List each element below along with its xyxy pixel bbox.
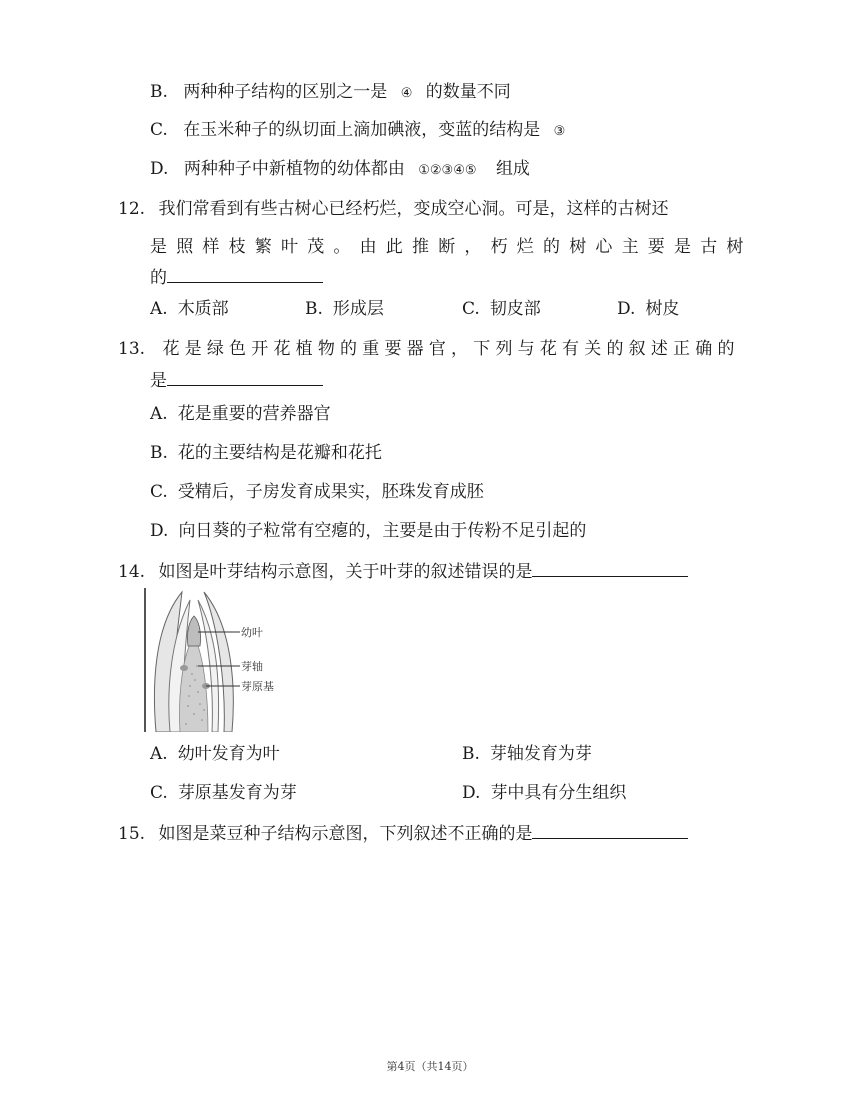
q13-option-b[interactable] bbox=[150, 442, 382, 464]
option-text: 在玉米种子的纵切面上滴加碘液，变蓝的结构是 bbox=[183, 120, 541, 140]
option-text: 花的主要结构是花瓣和花托 bbox=[177, 443, 382, 463]
leaf-bud-diagram bbox=[142, 586, 282, 732]
q15-stem bbox=[118, 822, 688, 845]
option-text: 幼叶发育为叶 bbox=[177, 744, 280, 764]
q14-option-b[interactable] bbox=[462, 743, 592, 765]
question-number: 12. bbox=[118, 199, 146, 219]
q12-stem-line3 bbox=[150, 266, 323, 289]
q13-option-d[interactable] bbox=[150, 520, 586, 542]
option-label: C. bbox=[150, 120, 168, 140]
q11-option-d bbox=[150, 158, 530, 182]
answer-blank[interactable] bbox=[167, 266, 323, 283]
option-label: C. bbox=[462, 299, 480, 319]
option-text: 两种种子中新植物的幼体都由 bbox=[183, 159, 405, 179]
option-text: 形成层 bbox=[332, 299, 384, 319]
option-text: 两种种子结构的区别之一是 bbox=[183, 82, 388, 102]
question-number: 15. bbox=[118, 824, 146, 844]
label-bud-axis: 芽轴 bbox=[241, 660, 263, 673]
circled-number: ④ bbox=[400, 86, 413, 101]
answer-blank[interactable] bbox=[167, 369, 323, 386]
option-label: B. bbox=[305, 299, 323, 319]
option-label: A. bbox=[150, 744, 168, 764]
answer-blank[interactable] bbox=[532, 560, 688, 577]
option-text: 芽轴发育为芽 bbox=[489, 744, 592, 764]
label-bud-primordium: 芽原基 bbox=[241, 680, 274, 693]
option-label: B. bbox=[462, 744, 480, 764]
question-text: 如图是菜豆种子结构示意图，下列叙述不正确的是 bbox=[158, 824, 533, 844]
question-text: 我们常看到有些古树心已经朽烂，变成空心洞。可是，这样的古树还 bbox=[158, 199, 669, 219]
option-label: B. bbox=[150, 443, 168, 463]
q12-option-a[interactable] bbox=[150, 298, 229, 320]
option-text-after: 的数量不同 bbox=[425, 82, 511, 102]
leaf-bud-illustration bbox=[142, 586, 282, 732]
option-text: 花是重要的营养器官 bbox=[177, 404, 331, 424]
question-number: 14. bbox=[118, 562, 146, 582]
option-label: D. bbox=[150, 521, 169, 541]
question-text: 的 bbox=[150, 268, 167, 288]
option-text-after: 组成 bbox=[495, 159, 530, 179]
q14-option-d[interactable] bbox=[462, 782, 626, 804]
q12-option-d[interactable] bbox=[617, 298, 679, 320]
option-label: D. bbox=[617, 299, 636, 319]
option-label: D. bbox=[150, 159, 169, 179]
question-text: 是 bbox=[150, 371, 167, 391]
q12-stem-line2: 是照样枝繁叶茂。由此推断，朽烂的树心主要是古树 bbox=[150, 237, 753, 257]
option-label: C. bbox=[150, 783, 168, 803]
q13-option-c[interactable] bbox=[150, 481, 484, 503]
option-label: D. bbox=[462, 783, 481, 803]
q11-option-b bbox=[150, 81, 511, 105]
question-text: 花是绿色开花植物的重要器官，下列与花有关的叙述正确的 bbox=[162, 339, 740, 359]
option-text: 韧皮部 bbox=[489, 299, 541, 319]
option-text: 树皮 bbox=[645, 299, 680, 319]
question-text: 如图是叶芽结构示意图，关于叶芽的叙述错误的是 bbox=[158, 562, 533, 582]
q11-option-c bbox=[150, 119, 565, 143]
q13-option-a[interactable] bbox=[150, 403, 331, 425]
circled-numbers: ①②③④⑤ bbox=[418, 163, 477, 178]
option-text: 芽原基发育为芽 bbox=[177, 783, 297, 803]
q14-option-a[interactable] bbox=[150, 743, 280, 765]
q14-stem bbox=[118, 560, 688, 583]
q14-option-c[interactable] bbox=[150, 782, 297, 804]
label-young-leaf: 幼叶 bbox=[241, 626, 263, 639]
option-label: A. bbox=[150, 299, 168, 319]
q13-stem-line1 bbox=[118, 338, 740, 360]
option-label: C. bbox=[150, 482, 168, 502]
option-label: B. bbox=[150, 82, 168, 102]
question-number: 13. bbox=[118, 339, 146, 359]
option-label: A. bbox=[150, 404, 168, 424]
answer-blank[interactable] bbox=[532, 822, 688, 839]
circled-number: ③ bbox=[553, 124, 566, 139]
page-footer: 第4页（共14页） bbox=[386, 1060, 474, 1073]
option-text: 向日葵的子粒常有空瘪的，主要是由于传粉不足引起的 bbox=[178, 521, 587, 541]
option-text: 受精后，子房发育成果实，胚珠发育成胚 bbox=[177, 482, 484, 502]
q12-stem-line1 bbox=[118, 198, 668, 220]
q12-option-c[interactable] bbox=[462, 298, 541, 320]
q13-stem-line2 bbox=[150, 369, 323, 392]
option-text: 芽中具有分生组织 bbox=[490, 783, 627, 803]
option-text: 木质部 bbox=[177, 299, 229, 319]
q12-option-b[interactable] bbox=[305, 298, 384, 320]
